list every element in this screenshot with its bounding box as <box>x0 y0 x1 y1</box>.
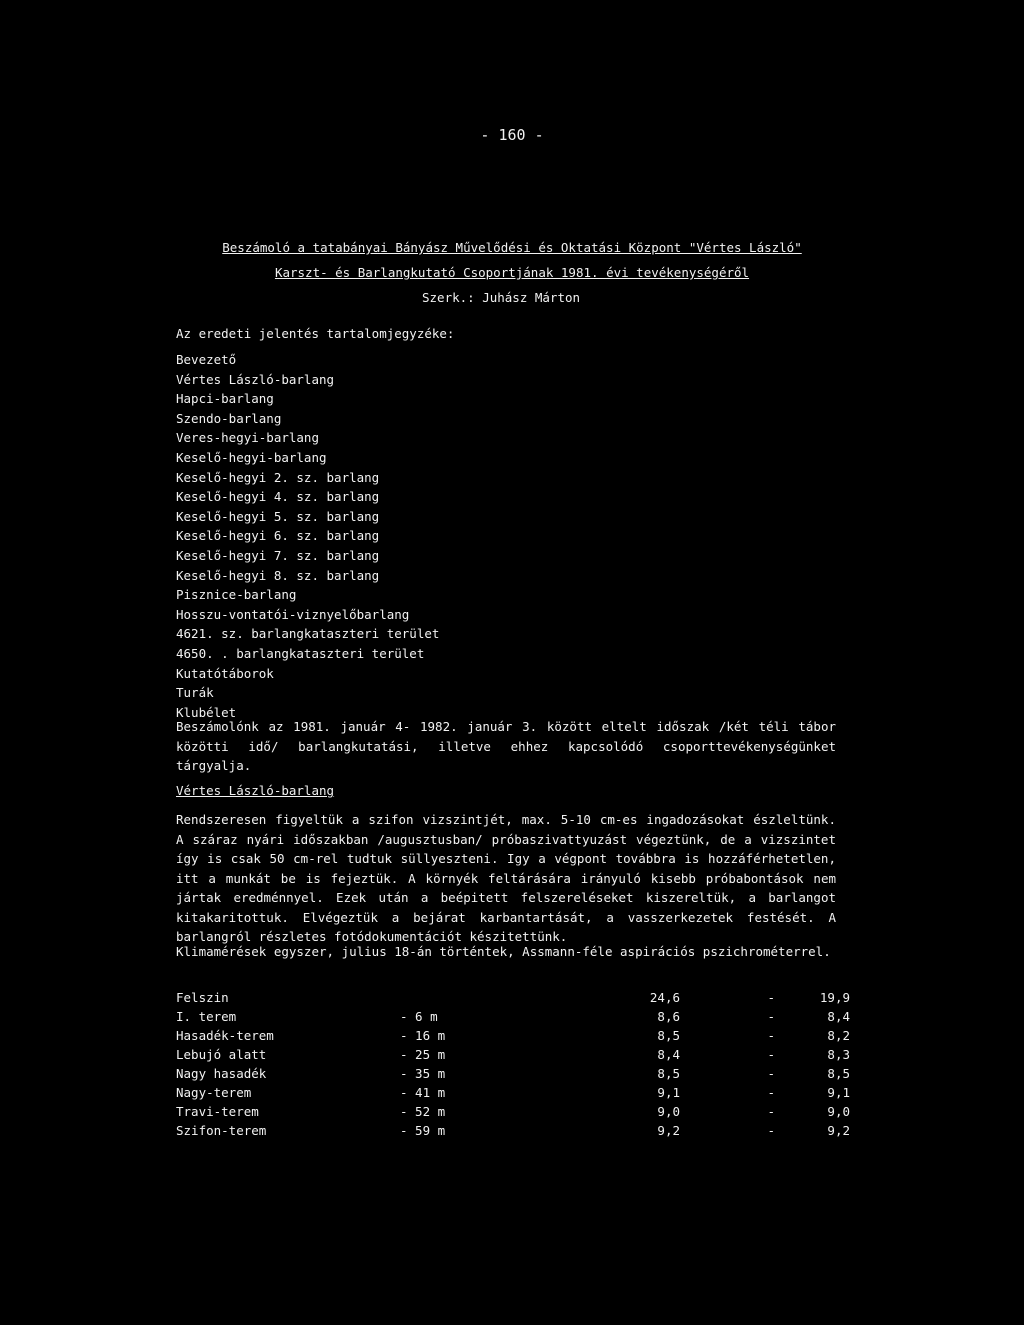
value-cell: 8,2 <box>827 1028 850 1043</box>
location-cell: Hasadék-terem <box>176 1028 274 1043</box>
intro-paragraph: Beszámolónk az 1981. január 4- 1982. január 3. között eltelt időszak /két téli tábor közötti idő/ barlangkutatási, illetve ehhez kapcsolódó csoporttevékenységünket tárgyalja. <box>176 719 836 773</box>
value-cell: 8,3 <box>827 1047 850 1062</box>
toc-item: Hosszu-vontatói-viznyelőbarlang <box>176 606 410 622</box>
value-cell: 9,2 <box>827 1123 850 1138</box>
depth-cell <box>400 988 528 1007</box>
value-cell: 8,4 <box>827 1009 850 1024</box>
value-cell: 9,1 <box>827 1085 850 1100</box>
table-of-contents <box>176 350 439 722</box>
value-cell: 19,9 <box>819 990 850 1005</box>
table-row <box>176 1064 850 1083</box>
value-cell: 9,0 <box>827 1104 850 1119</box>
toc-item: Veres-hegyi-barlang <box>176 430 319 446</box>
separator-cell: - <box>767 1047 775 1062</box>
location-cell: Travi-terem <box>176 1104 259 1119</box>
depth-cell: - 25 m <box>400 1047 446 1062</box>
location-cell: I. terem <box>176 1009 237 1024</box>
toc-item: Szendo-barlang <box>176 410 282 426</box>
toc-item: Keselő-hegyi 5. sz. barlang <box>176 508 380 524</box>
value-cell: 8,5 <box>657 1028 680 1043</box>
table-row <box>176 1007 850 1026</box>
separator-cell: - <box>767 1066 775 1081</box>
toc-item: Kutatótáborok <box>176 665 274 681</box>
value-cell: 9,1 <box>657 1085 680 1100</box>
page-number: - 160 - <box>480 126 544 144</box>
climate-intro-paragraph: Klimamérések egyszer, julius 18-án történtek, Assmann-féle aspirációs pszichrométerrel. <box>176 944 831 959</box>
separator-cell: - <box>767 990 775 1005</box>
toc-item: Vértes László-barlang <box>176 371 335 387</box>
value-cell: 8,5 <box>657 1066 680 1081</box>
depth-cell: - 35 m <box>400 1066 446 1081</box>
separator-cell: - <box>767 1085 775 1100</box>
editor-credit: Szerk.: Juhász Márton <box>422 290 581 305</box>
toc-item: Klubélet <box>176 704 237 720</box>
report-title-line-2: Karszt- és Barlangkutató Csoportjának 1981. évi tevékenységéről <box>274 265 750 280</box>
location-cell: Szifon-terem <box>176 1123 267 1138</box>
separator-cell: - <box>767 1028 775 1043</box>
toc-item: Bevezető <box>176 352 237 367</box>
separator-cell: - <box>767 1009 775 1024</box>
value-cell: 8,4 <box>657 1047 680 1062</box>
toc-title: Az eredeti jelentés tartalomjegyzéke: <box>176 326 455 341</box>
depth-cell: - 41 m <box>400 1085 446 1100</box>
location-cell: Lebujó alatt <box>176 1047 267 1062</box>
location-cell: Felszin <box>176 990 229 1005</box>
toc-item: Pisznice-barlang <box>176 587 297 603</box>
location-cell: Nagy-terem <box>176 1085 252 1100</box>
toc-item: Keselő-hegyi 8. sz. barlang <box>176 567 380 583</box>
toc-item: 4621. sz. barlangkataszteri terület <box>176 626 440 642</box>
table-row <box>176 1102 850 1121</box>
table-row <box>176 1121 850 1140</box>
depth-cell: - 59 m <box>400 1123 446 1138</box>
value-cell: 8,6 <box>657 1009 680 1024</box>
table-row <box>176 1026 850 1045</box>
separator-cell: - <box>767 1123 775 1138</box>
toc-item: Keselő-hegyi 6. sz. barlang <box>176 528 380 544</box>
depth-cell: - 16 m <box>400 1028 446 1043</box>
toc-item: Keselő-hegyi-barlang <box>176 449 327 465</box>
depth-cell: - 52 m <box>400 1104 446 1119</box>
toc-item: 4650. . barlangkataszteri terület <box>176 645 425 661</box>
section-title: Vértes László-barlang <box>176 783 335 798</box>
value-cell: 24,6 <box>649 990 680 1005</box>
climate-measurement-table <box>176 988 850 1140</box>
location-cell: Nagy hasadék <box>176 1066 267 1081</box>
section-paragraph: Rendszeresen figyeltük a szifon vizszintjét, max. 5-10 cm-es ingadozásokat észleltünk. A száraz nyári időszakban /augusztusban/ próbaszivattyuzást végeztünk, de a vizszintet így is csak 50 cm-rel tudtuk süllyeszteni. Igy a végpont továbbra is hozzáférhetetlen, itt a munkát be is fejeztük. A környék feltárására irányuló kisebb próbabontások nem jártak eredménnyel. Ezek után a beépitett felszereléseket kiszereltük, a barlangot kitakaritottuk. Elvégeztük a bejárat karbantartását, a vasszerkezetek festését. A barlangról részletes fotódokumentációt készitettünk. <box>176 812 836 944</box>
value-cell: 8,5 <box>827 1066 850 1081</box>
toc-item: Keselő-hegyi 2. sz. barlang <box>176 469 380 485</box>
toc-item: Hapci-barlang <box>176 391 274 407</box>
value-cell: 9,0 <box>657 1104 680 1119</box>
table-row <box>176 1083 850 1102</box>
separator-cell: - <box>767 1104 775 1119</box>
toc-item: Keselő-hegyi 7. sz. barlang <box>176 547 380 563</box>
depth-cell: - 6 m <box>400 1009 438 1024</box>
toc-item: Keselő-hegyi 4. sz. barlang <box>176 489 380 505</box>
report-title-line-1: Beszámoló a tatabányai Bányász Művelődési és Oktatási Központ "Vértes László" <box>222 240 802 255</box>
value-cell: 9,2 <box>657 1123 680 1138</box>
toc-item: Turák <box>176 685 214 701</box>
table-row <box>176 988 850 1007</box>
table-row <box>176 1045 850 1064</box>
